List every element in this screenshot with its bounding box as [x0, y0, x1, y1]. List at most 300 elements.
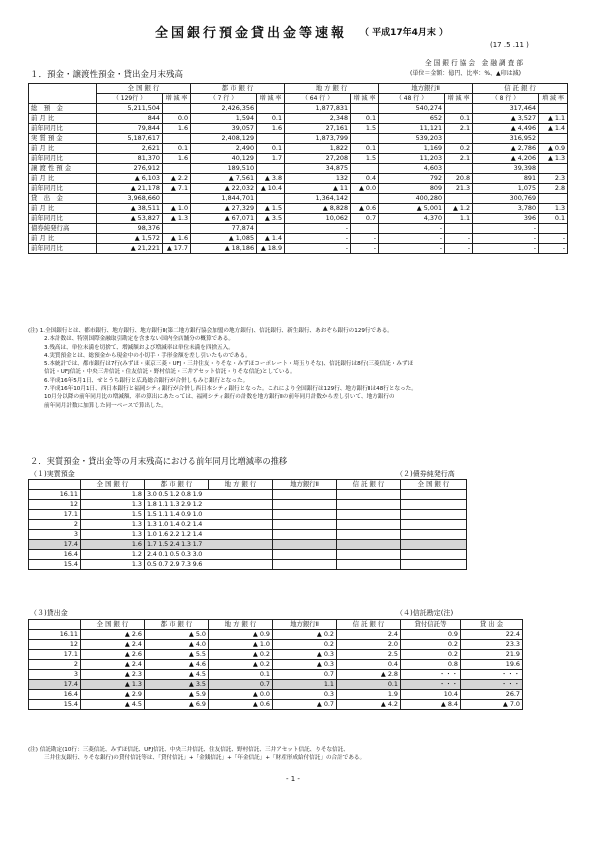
col-header: 貸付信託等: [401, 620, 461, 630]
rate-cell: 1.3: [539, 204, 568, 214]
value-cell: ▲ 6.9: [145, 700, 209, 710]
rate-cell: 1.1: [445, 214, 473, 224]
rate-cell: [163, 104, 191, 114]
rate-cell: ▲ 2.2: [163, 174, 191, 184]
value-cell: ▲ 0.9: [209, 630, 273, 640]
real-deposit-trend-table: [28, 479, 467, 570]
table-row: [29, 244, 568, 254]
amount-cell: 77,874: [191, 224, 257, 234]
value-cell: 0.9: [401, 630, 461, 640]
rate-cell: ▲ 1.1: [539, 114, 568, 124]
amount-cell: 81,370: [97, 154, 163, 164]
row-label: 前 月 比: [29, 174, 97, 184]
value-cell: 0.4: [337, 660, 401, 670]
amount-cell: 39,398: [473, 164, 539, 174]
table-row: [29, 500, 467, 510]
row-label: 15.4: [29, 560, 81, 570]
value-cell: 0.7: [209, 680, 273, 690]
col-group-count: （ 64 行 ）: [285, 94, 351, 104]
amount-cell: 792: [379, 174, 445, 184]
value-cell: ▲ 5.0: [145, 630, 209, 640]
note-line: 信託・UFJ信託・中央三井信託・住友信託・野村信託・三井アセット信託・りそな信託)としている。: [44, 369, 296, 376]
rate-cell: ▲ 1.6: [163, 234, 191, 244]
table-row: [29, 700, 523, 710]
table-row: [29, 510, 467, 520]
rate-cell: [163, 134, 191, 144]
publisher: 全 国 銀 行 協 会 金 融 調 査 部: [425, 59, 523, 67]
note-line: 3.残高は、単位未満を切捨て、増減額および増減率は単位未満を四捨五入。: [44, 344, 234, 351]
empty-cell: [401, 500, 467, 510]
value-cell: 0.3: [273, 690, 337, 700]
note-line: 10月分以降の前年同月比の増減額、率の算出にあたっては、福岡シティ銀行の計数を地方銀行Ⅱの前年同月計数から差し引いて、地方銀行の: [44, 394, 395, 401]
value-cell: 1.9: [337, 690, 401, 700]
amount-cell: ▲ 2,786: [473, 144, 539, 154]
table-row: [29, 234, 568, 244]
value-cell: ▲ 4.2: [337, 700, 401, 710]
amount-cell: 2,348: [285, 114, 351, 124]
table-row: [29, 640, 523, 650]
row-label: 貸 出 金: [29, 194, 97, 204]
amount-cell: ▲ 18,186: [191, 244, 257, 254]
sub-real-deposits: （１)実質預金: [30, 470, 75, 478]
empty-cell: [337, 530, 401, 540]
amount-cell: 40,129: [191, 154, 257, 164]
squeezed-values: 2.4 0.1 0.5 0.3 3.0: [145, 550, 273, 560]
value-cell: ▲ 4.5: [145, 670, 209, 680]
value-cell: 0.2: [401, 650, 461, 660]
value-cell: 0.2: [401, 640, 461, 650]
value-cell: ・・・: [461, 680, 523, 690]
rate-cell: [257, 134, 285, 144]
amount-cell: 276,912: [97, 164, 163, 174]
rate-cell: ▲ 1.4: [539, 124, 568, 134]
value-cell: ▲ 2.8: [337, 670, 401, 680]
value-cell: ▲ 0.2: [273, 630, 337, 640]
col-header: 地 方 銀 行: [209, 620, 273, 630]
rate-cell: [257, 104, 285, 114]
rate-cell: 2.8: [539, 184, 568, 194]
amount-cell: 39,057: [191, 124, 257, 134]
rate-cell: [539, 104, 568, 114]
rate-header: 増 減 率: [351, 94, 379, 104]
amount-cell: 4,370: [379, 214, 445, 224]
value-cell: ▲ 0.7: [273, 700, 337, 710]
value-cell: 2.5: [337, 650, 401, 660]
value-cell: ▲ 2.9: [81, 690, 145, 700]
value-cell: 2.4: [337, 630, 401, 640]
rate-cell: [539, 134, 568, 144]
amount-cell: -: [473, 234, 539, 244]
report-period: （ 平成17年4月末 ）: [360, 28, 449, 38]
amount-cell: ▲ 5,001: [379, 204, 445, 214]
table-row: [29, 224, 568, 234]
sub-trust: （４)信託勘定(注): [396, 609, 454, 617]
amount-cell: 396: [473, 214, 539, 224]
row-label: 総 預 金: [29, 104, 97, 114]
empty-cell: [273, 490, 337, 500]
table-row: [29, 540, 467, 550]
rate-cell: ▲ 3.8: [257, 174, 285, 184]
amount-cell: 5,211,504: [97, 104, 163, 114]
rate-cell: ▲ 17.7: [163, 244, 191, 254]
report-date: (17 .5 .11 ): [490, 41, 529, 49]
value-cell: ▲ 4.6: [145, 660, 209, 670]
row-label: 16.11: [29, 630, 81, 640]
amount-cell: 316,952: [473, 134, 539, 144]
col-header: 信 託 銀 行: [337, 480, 401, 490]
value-cell: 22.4: [461, 630, 523, 640]
rate-cell: -: [539, 234, 568, 244]
value-cell: 0.8: [401, 660, 461, 670]
empty-cell: [401, 490, 467, 500]
value-cell: 10.4: [401, 690, 461, 700]
value-cell: ▲ 1.0: [209, 640, 273, 650]
rate-cell: 0.1: [351, 144, 379, 154]
amount-cell: ▲ 21,178: [97, 184, 163, 194]
row-label: 16.11: [29, 490, 81, 500]
value-cell: 1.1: [273, 680, 337, 690]
rate-header: 増 減 率: [539, 94, 568, 104]
note-line: (注) 1.全国銀行とは、都市銀行、地方銀行、地方銀行Ⅱ(第二地方銀行協会加盟の地方銀行)、信託銀行、新生銀行、あおぞら銀行の129行である。: [28, 328, 393, 334]
value-cell: 0.2: [273, 640, 337, 650]
empty-cell: [337, 510, 401, 520]
note-line: 6.平成16年5月1日、せとうち銀行と広島総合銀行が合併しもみじ銀行となった。: [44, 377, 249, 384]
note-line: 前年同月計数に加算した同一ベースで算出した。: [44, 402, 167, 409]
amount-cell: 891: [473, 174, 539, 184]
value-cell: 0.1: [209, 670, 273, 680]
rate-cell: ▲ 1.5: [257, 204, 285, 214]
amount-cell: -: [379, 244, 445, 254]
value-cell: 1.6: [81, 540, 145, 550]
amount-cell: 540,274: [379, 104, 445, 114]
table-row: [29, 124, 568, 134]
value-cell: ・・・: [401, 680, 461, 690]
row-label: 3: [29, 670, 81, 680]
empty-cell: [273, 560, 337, 570]
row-label: 12: [29, 640, 81, 650]
rate-cell: [445, 104, 473, 114]
sub-loans: （３)貸出金: [30, 609, 68, 617]
value-cell: ▲ 5.5: [145, 650, 209, 660]
table-row: [29, 680, 523, 690]
amount-cell: 1,594: [191, 114, 257, 124]
empty-cell: [273, 530, 337, 540]
col-header: 地方銀行Ⅱ: [273, 620, 337, 630]
squeezed-values: 1.8 1.1 1.3 2.9 1.2: [145, 500, 273, 510]
amount-cell: -: [285, 234, 351, 244]
table-row: [29, 560, 467, 570]
rate-header: 増 減 率: [445, 94, 473, 104]
amount-cell: ▲ 53,827: [97, 214, 163, 224]
section1-notes: [28, 327, 568, 410]
amount-cell: ▲ 38,511: [97, 204, 163, 214]
header-row: [29, 84, 568, 94]
amount-cell: 1,873,799: [285, 134, 351, 144]
value-cell: 21.9: [461, 650, 523, 660]
value-cell: ▲ 8.4: [401, 700, 461, 710]
value-cell: 1.3: [81, 520, 145, 530]
amount-cell: ▲ 21,221: [97, 244, 163, 254]
rate-cell: [539, 224, 568, 234]
row-label: 12: [29, 500, 81, 510]
header-blank: [29, 620, 81, 630]
row-label: 16.4: [29, 550, 81, 560]
rate-cell: 0.0: [163, 114, 191, 124]
rate-cell: 0.1: [257, 114, 285, 124]
amount-cell: 11,121: [379, 124, 445, 134]
amount-cell: 34,875: [285, 164, 351, 174]
row-label: 2: [29, 660, 81, 670]
amount-cell: ▲ 3,527: [473, 114, 539, 124]
table-row: [29, 660, 523, 670]
note-line: 三井住友銀行、りそな銀行)の貸付信託等は、「貸付信託」+「金銭信託」+「年金信託」+「財産形成給付信託」の合計である。: [44, 755, 366, 762]
row-label: 前年同月比: [29, 154, 97, 164]
value-cell: ▲ 0.2: [209, 660, 273, 670]
rate-cell: [445, 164, 473, 174]
row-label: 前年同月比: [29, 184, 97, 194]
empty-cell: [337, 550, 401, 560]
table-row: [29, 520, 467, 530]
row-label: 17.1: [29, 650, 81, 660]
note-line: 4.実質預金とは、総預金から現金中の小切手・手形金額を差し引いたものである。: [44, 352, 251, 359]
table-row: [29, 154, 568, 164]
value-cell: 1.5: [81, 510, 145, 520]
rate-cell: ▲ 1.3: [163, 214, 191, 224]
col-header: 都 市 銀 行: [145, 620, 209, 630]
amount-cell: ▲ 1,085: [191, 234, 257, 244]
col-group-count: （ 129行 ）: [97, 94, 163, 104]
row-label: 16.4: [29, 690, 81, 700]
rate-cell: 0.1: [351, 114, 379, 124]
rate-cell: ▲ 7.1: [163, 184, 191, 194]
amount-cell: 132: [285, 174, 351, 184]
amount-cell: 3,780: [473, 204, 539, 214]
value-cell: ▲ 0.3: [273, 660, 337, 670]
value-cell: ▲ 0.6: [209, 700, 273, 710]
amount-cell: 1,844,701: [191, 194, 257, 204]
rate-cell: -: [351, 244, 379, 254]
amount-cell: 2,490: [191, 144, 257, 154]
amount-cell: 98,376: [97, 224, 163, 234]
row-label: 前年同月比: [29, 214, 97, 224]
col-group-name: 信 託 銀 行: [473, 84, 568, 94]
amount-cell: 400,280: [379, 194, 445, 204]
table-row: [29, 134, 568, 144]
squeezed-values: 1.3 1.0 1.4 0.2 1.4: [145, 520, 273, 530]
amount-cell: 652: [379, 114, 445, 124]
squeezed-values: 1.0 1.6 2.2 1.2 1.4: [145, 530, 273, 540]
value-cell: 1.3: [81, 500, 145, 510]
amount-cell: ▲ 1,572: [97, 234, 163, 244]
rate-cell: ▲ 0.6: [351, 204, 379, 214]
value-cell: ▲ 1.3: [81, 680, 145, 690]
amount-cell: ▲ 7,561: [191, 174, 257, 184]
col-header: 地方銀行Ⅱ: [273, 480, 337, 490]
col-header: 全 国 銀 行: [81, 620, 145, 630]
amount-cell: 4,603: [379, 164, 445, 174]
rate-cell: 1.6: [163, 154, 191, 164]
amount-cell: 2,426,356: [191, 104, 257, 114]
value-cell: ▲ 2.6: [81, 630, 145, 640]
table-row: [29, 630, 523, 640]
note-line: 2.本計数は、特別国際金融取引勘定を含まない国内全店舗分の概算である。: [44, 336, 234, 343]
rate-cell: [539, 194, 568, 204]
rate-header: 増 減 率: [163, 94, 191, 104]
table-row: [29, 164, 568, 174]
row-label: 前 月 比: [29, 144, 97, 154]
col-header: 貸 出 金: [461, 620, 523, 630]
rate-cell: 1.5: [351, 154, 379, 164]
value-cell: ▲ 0.0: [209, 690, 273, 700]
value-cell: ▲ 4.5: [81, 700, 145, 710]
col-group-name: 地 方 銀 行: [285, 84, 379, 94]
rate-cell: [351, 134, 379, 144]
table-row: [29, 530, 467, 540]
rate-cell: 2.1: [445, 154, 473, 164]
amount-cell: 10,062: [285, 214, 351, 224]
rate-cell: [163, 194, 191, 204]
empty-cell: [273, 540, 337, 550]
value-cell: ・・・: [401, 670, 461, 680]
row-label: 譲 渡 性 預 金: [29, 164, 97, 174]
amount-cell: 79,844: [97, 124, 163, 134]
squeezed-values: 1.5 1.1 1.4 0.9 1.0: [145, 510, 273, 520]
rate-cell: [445, 134, 473, 144]
amount-cell: 11,203: [379, 154, 445, 164]
empty-cell: [337, 490, 401, 500]
rate-cell: [351, 164, 379, 174]
loan-trend-table: [28, 619, 523, 710]
value-cell: ▲ 0.2: [209, 650, 273, 660]
rate-cell: -: [539, 244, 568, 254]
page-title: 全国銀行預金貸出金等速報: [155, 26, 348, 41]
table-row: [29, 104, 568, 114]
balance-table: [28, 83, 568, 254]
rate-cell: ▲ 1.3: [539, 154, 568, 164]
amount-cell: ▲ 22,032: [191, 184, 257, 194]
rate-cell: [351, 104, 379, 114]
row-label: 前 月 比: [29, 114, 97, 124]
table-row: [29, 670, 523, 680]
empty-cell: [401, 530, 467, 540]
rate-cell: 1.6: [257, 124, 285, 134]
empty-cell: [337, 560, 401, 570]
rate-cell: ▲ 18.9: [257, 244, 285, 254]
value-cell: 1.8: [81, 490, 145, 500]
row-label: 3: [29, 530, 81, 540]
amount-cell: -: [379, 234, 445, 244]
row-label: 実 質 預 金: [29, 134, 97, 144]
empty-cell: [337, 520, 401, 530]
table-row: [29, 650, 523, 660]
note-line: (注) 信託勘定(10行：三菱信託、みずほ信託、UFJ信託、中央三井信託、住友信託、野村信託、三井アセット信託、りそな信託、: [28, 747, 349, 753]
rate-cell: [539, 164, 568, 174]
amount-cell: -: [379, 224, 445, 234]
sub-bonds: （２)債券純発行高: [396, 470, 455, 478]
value-cell: ▲ 7.0: [461, 700, 523, 710]
header-row: [29, 94, 568, 104]
amount-cell: 1,169: [379, 144, 445, 154]
value-cell: 1.3: [81, 560, 145, 570]
empty-cell: [401, 510, 467, 520]
rate-cell: ▲ 1.4: [257, 234, 285, 244]
empty-cell: [273, 500, 337, 510]
amount-cell: 1,822: [285, 144, 351, 154]
amount-cell: 317,464: [473, 104, 539, 114]
value-cell: ▲ 2.4: [81, 660, 145, 670]
col-group-count: （ 7 行 ）: [191, 94, 257, 104]
table-row: [29, 184, 568, 194]
row-label: 前年同月比: [29, 244, 97, 254]
amount-cell: 1,364,142: [285, 194, 351, 204]
rate-cell: 0.7: [351, 214, 379, 224]
header-row: [29, 620, 523, 630]
amount-cell: 300,769: [473, 194, 539, 204]
rate-cell: [163, 224, 191, 234]
table-row: [29, 144, 568, 154]
col-header: 信 託 銀 行: [337, 620, 401, 630]
empty-cell: [401, 540, 467, 550]
rate-cell: ▲ 0.0: [351, 184, 379, 194]
rate-cell: 21.3: [445, 184, 473, 194]
amount-cell: -: [285, 224, 351, 234]
rate-cell: 1.6: [163, 124, 191, 134]
value-cell: ▲ 2.6: [81, 650, 145, 660]
amount-cell: 3,968,660: [97, 194, 163, 204]
value-cell: 2.0: [337, 640, 401, 650]
note-line: 5.本統計では、都市銀行は7行(みずほ・東京三菱・UFJ・三井住友・りそな・みずほコーポレート・埼玉りそな)、信託銀行は8行(三菱信託・みずほ: [44, 361, 414, 368]
amount-cell: -: [473, 244, 539, 254]
empty-cell: [273, 550, 337, 560]
amount-cell: 1,877,831: [285, 104, 351, 114]
rate-cell: -: [351, 234, 379, 244]
col-header: 全 国 銀 行: [81, 480, 145, 490]
value-cell: ▲ 0.3: [273, 650, 337, 660]
rate-cell: [257, 194, 285, 204]
table-row: [29, 214, 568, 224]
amount-cell: ▲ 6,103: [97, 174, 163, 184]
rate-cell: 0.2: [445, 144, 473, 154]
rate-cell: 20.8: [445, 174, 473, 184]
amount-cell: ▲ 8,828: [285, 204, 351, 214]
rate-cell: [351, 224, 379, 234]
section2-title: ２．実質預金・貸出金等の月末残高における前年同月比増減率の推移: [30, 456, 288, 466]
rate-cell: -: [445, 244, 473, 254]
rate-cell: [445, 194, 473, 204]
amount-cell: 189,510: [191, 164, 257, 174]
row-label: 17.1: [29, 510, 81, 520]
empty-cell: [337, 540, 401, 550]
col-group-count: （ 48 行 ）: [379, 94, 445, 104]
empty-cell: [401, 550, 467, 560]
rate-cell: ▲ 0.9: [539, 144, 568, 154]
rate-cell: 0.1: [539, 214, 568, 224]
rate-cell: [163, 164, 191, 174]
row-label: 17.4: [29, 680, 81, 690]
table-row: [29, 204, 568, 214]
value-cell: ・・・: [461, 670, 523, 680]
rate-cell: 0.1: [163, 144, 191, 154]
header-blank: [29, 480, 81, 490]
amount-cell: ▲ 4,496: [473, 124, 539, 134]
col-group-name: 都 市 銀 行: [191, 84, 285, 94]
rate-cell: 2.3: [539, 174, 568, 184]
header-blank: [29, 84, 97, 104]
col-header: 都 市 銀 行: [145, 480, 209, 490]
value-cell: 26.7: [461, 690, 523, 700]
header-row: [29, 480, 467, 490]
value-cell: 0.7: [273, 670, 337, 680]
